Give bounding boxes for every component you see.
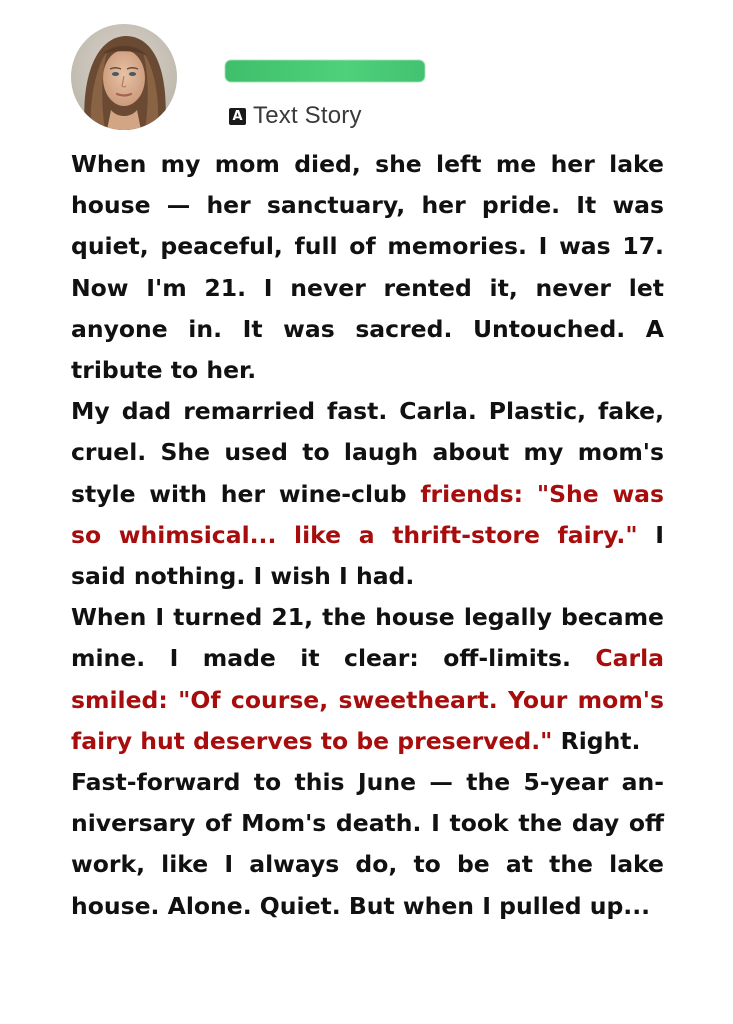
story-paragraph-2 [71, 391, 664, 597]
story-paragraph-1: When my mom died, she left me her lake house — her sanctuary, her pride. It was quiet, peaceful, full of memories. I was 17. Now I'm 21. I never rented it, never let anyone in. It was sacred. Untouched. A tribute to her. [71, 150, 664, 385]
story-source [229, 101, 362, 131]
paragraph-text: My dad remarried fast. Carla. Plastic, fake, cruel. She used to laugh about my mom's style with her wine-club [71, 397, 664, 508]
paragraph-text: I said nothing. I wish I had. [71, 520, 664, 591]
source-label: Text Story [253, 102, 362, 129]
text-story-icon: A [229, 108, 246, 125]
story-paragraph-4: Fast-forward to this June — the 5-year anniversary of Mom's death. I took the day off work, like I always do, to be at the lake house. Alone. Quiet. But when I pulled up... [71, 768, 664, 920]
paragraph-text: Right. [552, 726, 641, 755]
story-header [0, 0, 733, 140]
story-body [71, 144, 664, 927]
paragraph-text: When I turned 21, the house legally became mine. I made it clear: off-limits. [71, 603, 664, 673]
quoted-dialogue: friends: "She was so whimsical... like a thrift-store fairy." [71, 479, 664, 549]
avatar-portrait-image [71, 24, 177, 130]
story-paragraph-3 [71, 597, 664, 762]
author-avatar[interactable] [71, 24, 177, 130]
redacted-author-name [225, 60, 425, 82]
quoted-dialogue: Carla smiled: "Of course, sweetheart. Your mom's fairy hut deserves to be preserved." [71, 644, 664, 755]
